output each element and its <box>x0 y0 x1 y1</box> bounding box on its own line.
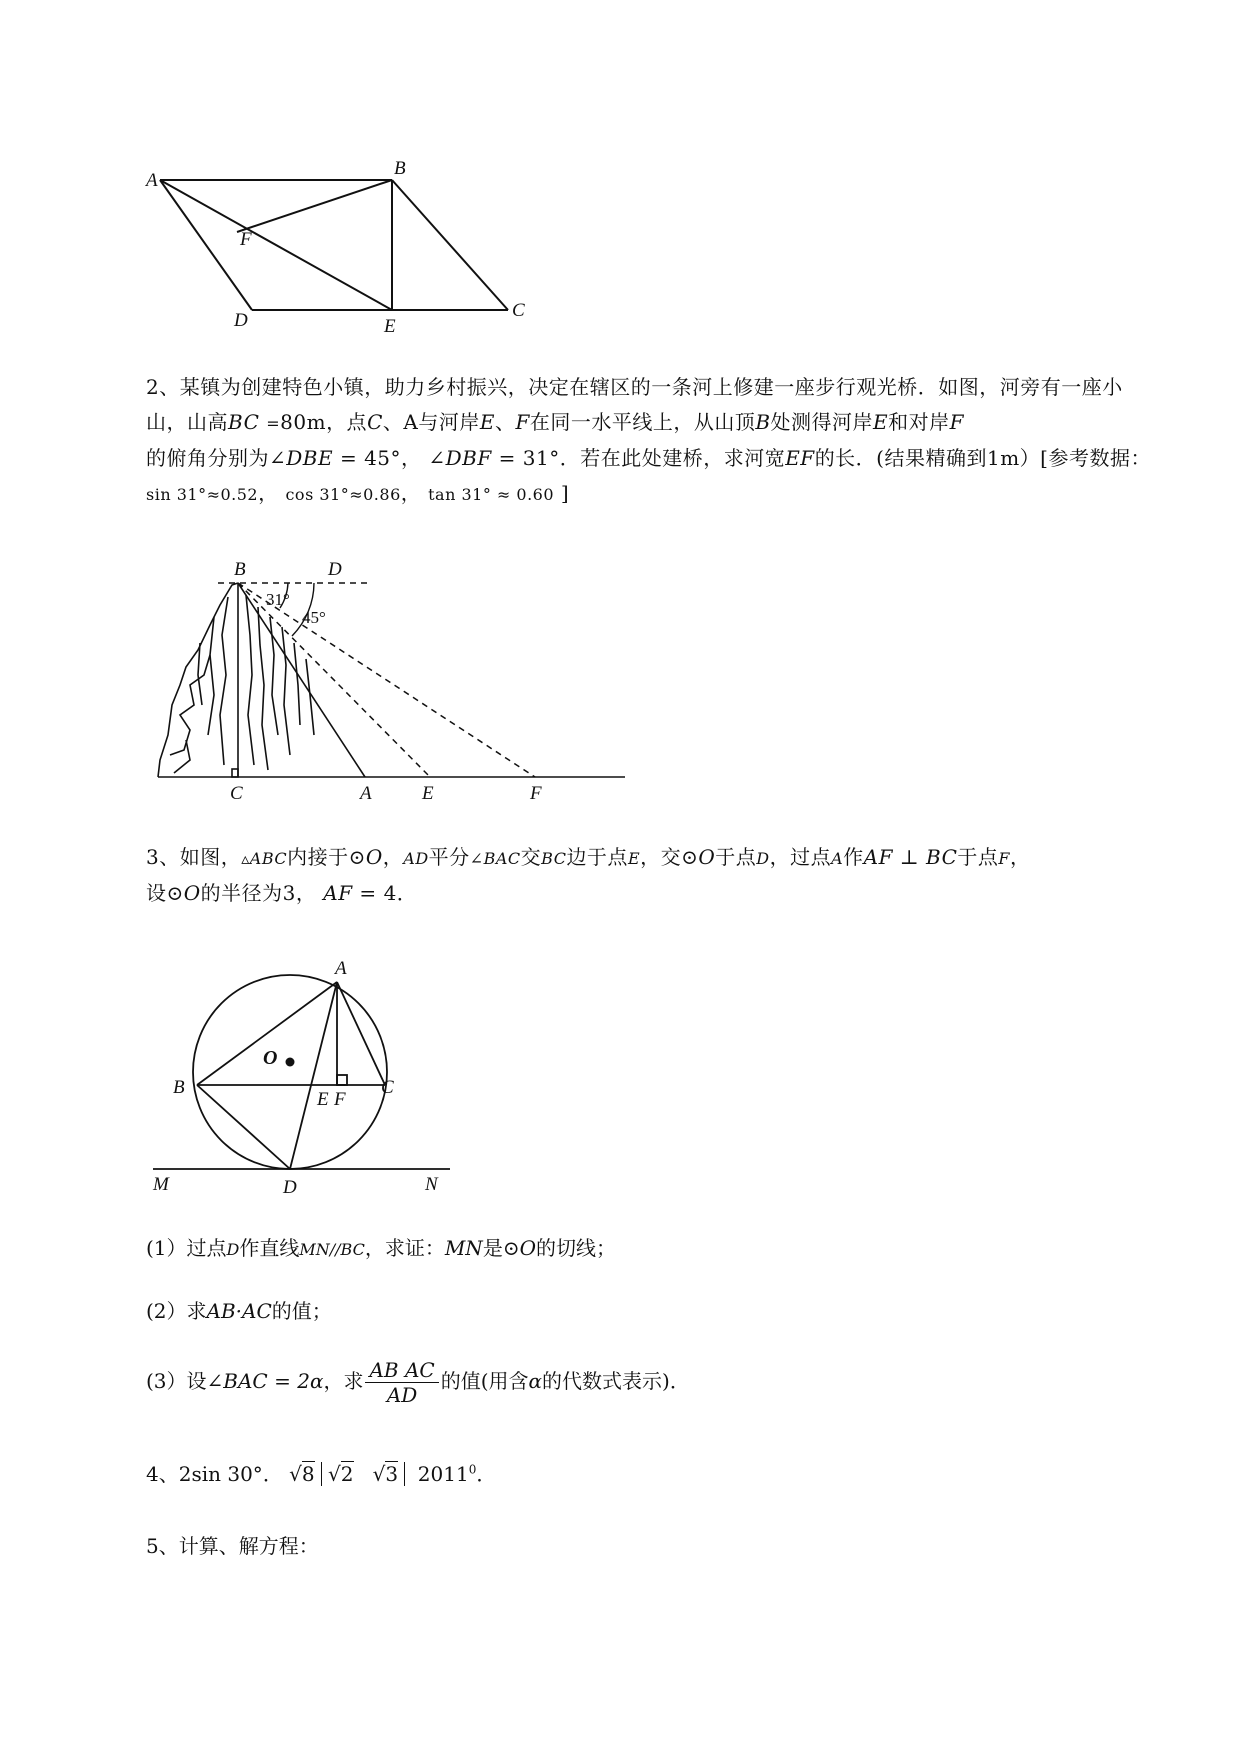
q3-f: F <box>998 849 1010 868</box>
q2-angle-val: 45° <box>364 446 402 470</box>
q2-f: F <box>949 410 965 434</box>
q3-ad: AD <box>403 849 429 868</box>
figure-mountain <box>150 555 640 805</box>
q3-sub-mnbc: MN//BC <box>299 1240 365 1259</box>
q3-text: 作 <box>843 845 864 869</box>
label-a: A <box>146 170 158 191</box>
q4-term: 2 <box>340 1462 354 1486</box>
q3-text: ， <box>1010 845 1031 869</box>
q3-fraction <box>365 1358 438 1407</box>
q4-end: ． <box>476 1462 497 1486</box>
q3-text: 设 <box>146 881 167 905</box>
q4-term: 2011 <box>417 1462 469 1486</box>
q3-text: 于点 <box>715 845 757 869</box>
mountain-label-b: B <box>234 559 246 580</box>
label-f: F <box>240 229 252 250</box>
circle-label-b: B <box>173 1077 185 1098</box>
label-d: D <box>234 310 248 331</box>
mountain-label-a: A <box>360 783 372 804</box>
q3-circle: ⊙O <box>681 845 716 869</box>
q3-sub-text: 的值(用含 <box>440 1369 529 1393</box>
circle-label-e: E <box>317 1089 329 1110</box>
q4-term: 3 <box>385 1462 399 1486</box>
q3-sub-text: 是 <box>482 1236 503 1260</box>
question-4: 4、2sin 30°． √8 √2 √3 2011$^0$． <box>146 1462 497 1486</box>
q3-sub-angle: ∠BAC <box>206 1369 268 1393</box>
circle-label-n: N <box>425 1174 438 1195</box>
circle-label-m: M <box>153 1174 169 1195</box>
q3-perp: AF ⊥ BC <box>863 845 958 869</box>
q3-a: A <box>831 849 844 868</box>
mountain-label-f: F <box>530 783 542 804</box>
q3-sub-text: 作直线 <box>239 1236 300 1260</box>
q3-sub-text: ，求证： <box>364 1236 445 1260</box>
q2-f: F <box>515 410 530 434</box>
q3-circle: ⊙O <box>166 881 201 905</box>
question-5 <box>146 1530 319 1559</box>
q4-term: 2sin 30° <box>178 1462 263 1486</box>
circle-label-o: O <box>263 1047 278 1069</box>
q2-text: 在同一水平线上，从山顶 <box>529 410 756 434</box>
q2-ref-sin: sin 31°≈0.52 <box>146 485 259 504</box>
q3-sub-d: D <box>226 1240 240 1259</box>
q3-text: 于点 <box>957 845 999 869</box>
q3-d: D <box>756 849 770 868</box>
q2-c: C <box>367 410 383 434</box>
q3-text: 交 <box>520 845 542 869</box>
q3-text: 的半径为3， <box>200 881 317 905</box>
q3-sub-alpha: α <box>528 1369 543 1393</box>
q3-sub-text: (1）过点 <box>146 1236 227 1260</box>
circle-label-f: F <box>334 1089 346 1110</box>
q3-sub-text: 的切线； <box>535 1236 616 1260</box>
q4-sup: 0 <box>468 1462 477 1477</box>
q3-triangle: ▵ABC <box>241 849 288 868</box>
sqrt-icon: √ <box>328 1462 341 1486</box>
q3-text: 内接于 <box>287 845 349 869</box>
mountain-label-d: D <box>328 559 342 580</box>
q3-af: AF <box>323 881 353 905</box>
figure-circle <box>145 950 465 1195</box>
q3-text: 平分 <box>428 845 470 869</box>
mountain-angle-45: 45° <box>302 608 326 627</box>
mountain-label-e: E <box>422 783 434 804</box>
q2-text: 的俯角分别为 <box>146 446 269 470</box>
q3-text: ． <box>396 881 418 905</box>
q3-sub-mn: MN <box>444 1236 483 1260</box>
label-b: B <box>394 158 406 179</box>
q2-text: 处测得河岸 <box>770 410 874 434</box>
q3-text: ，交 <box>640 845 682 869</box>
q4-term: 8 <box>301 1462 315 1486</box>
q2-bc: BC <box>228 410 260 434</box>
q2-height: 80m <box>280 410 327 434</box>
q2-text: ] <box>560 481 570 505</box>
figure-parallelogram <box>140 150 540 340</box>
q3-text: 边于点 <box>566 845 628 869</box>
sqrt-icon: √ <box>372 1462 386 1486</box>
q2-text: ，点 <box>326 410 368 434</box>
q2-ref-cos: cos 31°≈0.86 <box>285 485 401 504</box>
q2-ef: EF <box>785 446 815 470</box>
q3-e: E <box>627 849 641 868</box>
q2-text: ．若在此处建桥，求河宽 <box>559 446 786 470</box>
q3-sub-text: ，求 <box>323 1369 364 1393</box>
q5-text: 5、计算、解方程： <box>146 1534 319 1558</box>
q3-sub-val: 2α <box>297 1369 324 1393</box>
q2-text: 、A与河岸 <box>382 410 480 434</box>
q2-angle-val: 31° <box>522 446 560 470</box>
mountain-angle-31: 31° <box>266 590 290 609</box>
circle-label-a: A <box>335 958 347 979</box>
q2-text: 、 <box>494 410 516 434</box>
q3-circle: ⊙O <box>502 1236 536 1260</box>
q3-sub-text: 的值； <box>271 1299 332 1323</box>
q3-sub-text: 的代数式表示)． <box>542 1369 690 1393</box>
q2-b: B <box>755 410 771 434</box>
q3-fraction-den: AD <box>386 1383 418 1407</box>
q3-sub-text: (2）求 <box>146 1299 207 1323</box>
q2-ref-tan: tan 31° ≈ 0.60 <box>428 485 555 504</box>
q3-sub2 <box>146 1295 332 1324</box>
circle-label-d: D <box>283 1177 297 1195</box>
q2-text: 和对岸 <box>888 410 950 434</box>
question-3: 3、如图，▵ABC内接于⊙O，AD平分∠BAC交BC边于点E，交⊙O于点D，过点A作AF ⊥ BC于点F， 设⊙O的半径为3， AF = 4． <box>146 845 1031 905</box>
q3-fraction-num: AB AC <box>365 1358 438 1383</box>
label-c: C <box>512 300 525 321</box>
q3-sub-expr: AB·AC <box>206 1299 272 1323</box>
sqrt-icon: √ <box>289 1462 302 1486</box>
q3-af-value: 4 <box>383 881 397 905</box>
q3-sub3: (3）设∠BAC = 2α，求 $\frac{\text{AB AC}}{AD}$ 的值(用含α的代数式表示)． <box>146 1358 690 1407</box>
q3-sub-text: (3）设 <box>146 1369 207 1393</box>
q2-e: E <box>479 410 495 434</box>
q3-bc: BC <box>541 849 567 868</box>
q3-sub1 <box>146 1232 616 1261</box>
q3-circle: ⊙O <box>348 845 383 869</box>
q4-number: 4、 <box>146 1462 179 1486</box>
circle-label-c: C <box>381 1077 394 1098</box>
q4-abs <box>321 1462 405 1486</box>
q3-text: ，过点 <box>769 845 832 869</box>
q2-text: 2、某镇为创建特色小镇，助力乡村振兴，决定在辖区的一条河上修建一座步行观光桥．如图，河旁有一座小山，山高 <box>146 375 1123 434</box>
q2-text: 的长．(结果精确到1m）[参考数据： <box>814 446 1151 470</box>
label-e: E <box>384 316 396 337</box>
q3-text: ， <box>382 845 404 869</box>
q3-text: 3、如图， <box>146 845 242 869</box>
mountain-label-c: C <box>230 783 243 804</box>
q2-e: E <box>873 410 889 434</box>
q2-angle-dbf: ∠DBF <box>428 446 492 470</box>
q2-angle-dbe: ∠DBE <box>269 446 334 470</box>
q3-angle: ∠BAC <box>469 849 521 868</box>
question-2: 2、某镇为创建特色小镇，助力乡村振兴，决定在辖区的一条河上修建一座步行观光桥．如图，河旁有一座小山，山高BC =80m，点C、A与河岸E、F在同一水平线上，从山顶B处测得河岸E和对岸F 的俯角分别为∠DBE = 45°， ∠DBF = 31°．若在此处建桥，求河宽EF的长．(结果精确到1m）[参考数据： sin 31°≈0.52， cos 31°≈0.86， tan 31° ≈ 0.60 ] <box>146 375 1151 505</box>
